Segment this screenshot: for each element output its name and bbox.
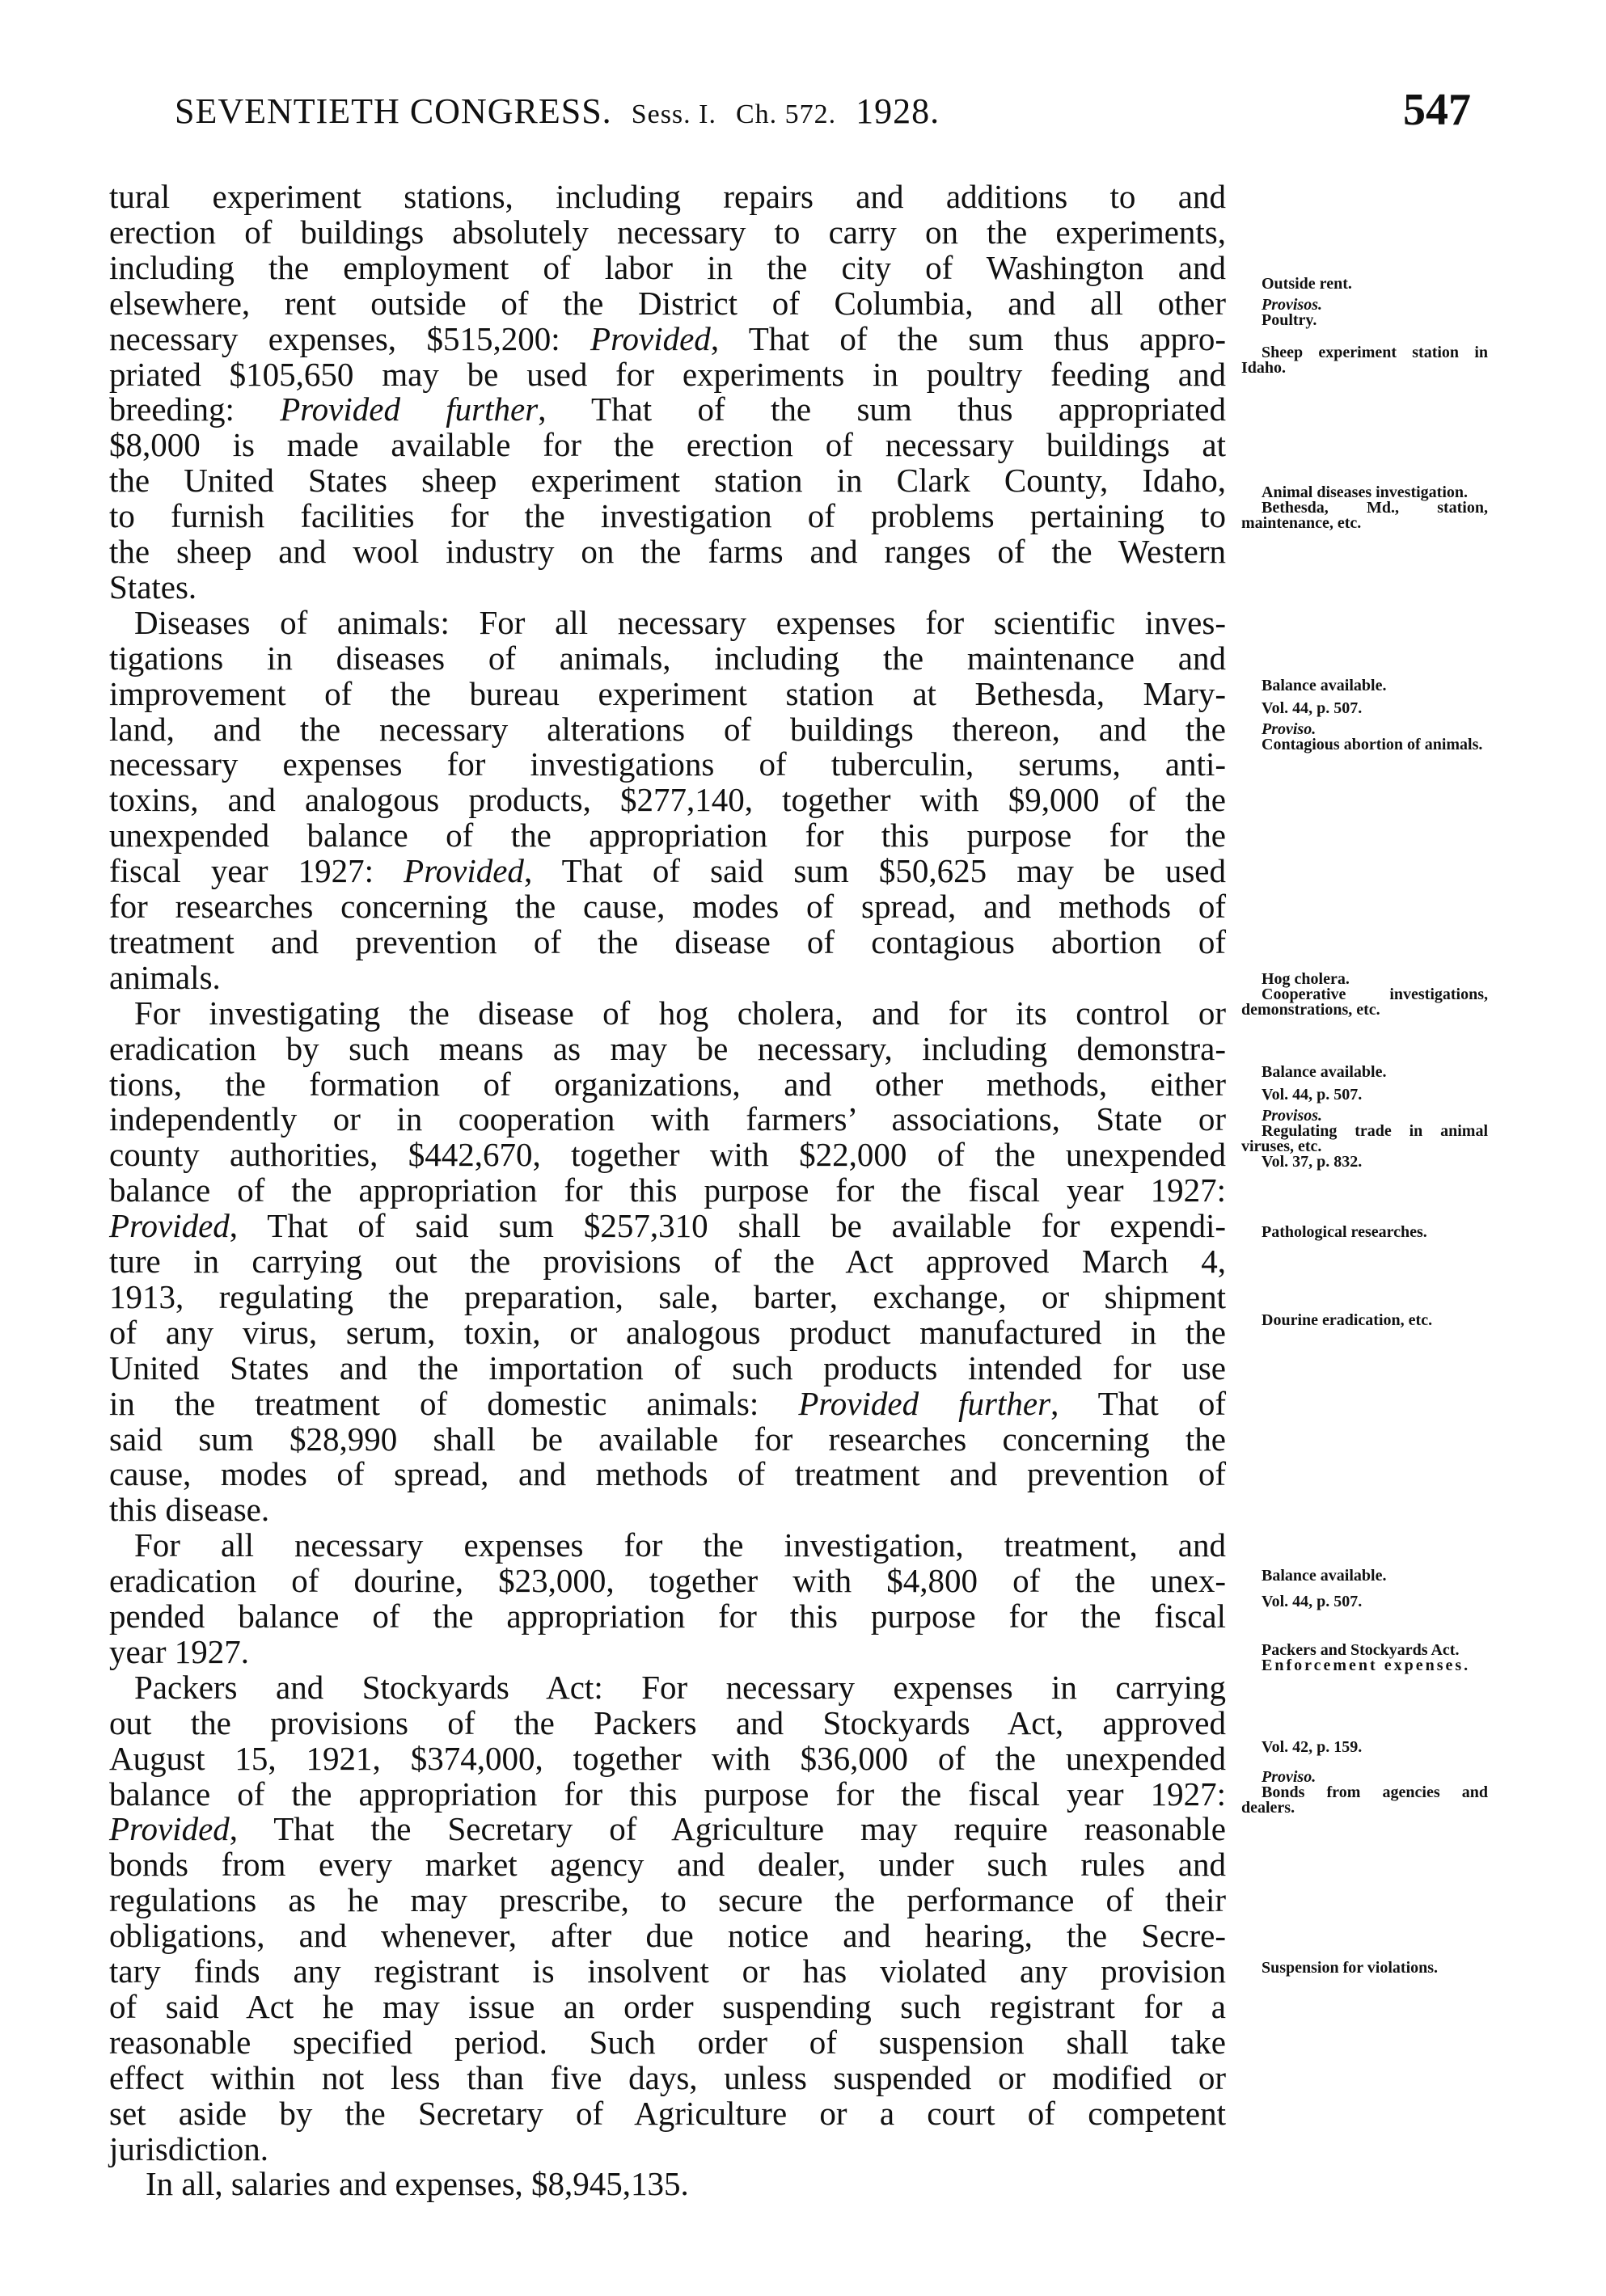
text-line [109,1173,1226,1208]
margin-note: Vol. 44, p. 507. [1262,1086,1363,1104]
text-segment: In all, salaries and expenses, $8,945,135. [146,2165,689,2203]
text-segment: breeding: [109,390,281,428]
text-segment: effect within not less than five days, unless suspended or modified or [109,2058,1226,2096]
text-segment: , That the Secretary of Agriculture may require reasonable [229,1810,1226,1848]
text-line [109,2058,1226,2096]
margin-note: Suspension for violations. [1262,1959,1439,1977]
text-line [134,996,1226,1031]
text-segment: toxins, and analogous products, $277,140, together with $9,000 of the [109,781,1226,819]
margin-note-group [1241,722,1488,753]
italic-text: Provided further [280,390,539,428]
margin-note-group [1241,345,1488,376]
text-segment: the sheep and wool industry on the farms and ranges of the Western [109,533,1226,570]
text-segment: Diseases of animals: For all necessary expenses for scientific inves- [134,603,1226,641]
margin-note: Balance available. [1262,1567,1387,1585]
margin-note: Dourine eradication, etc. [1262,1311,1433,1329]
text-segment: jurisdiction. [109,2129,269,2167]
text-line [109,1209,1226,1243]
italic-text: Provided [590,319,711,357]
text-line [109,1564,1226,1598]
margin-note-group [1241,972,1488,1018]
text-segment: 1913, regulating the preparation, sale, barter, exchange, or shipment [109,1277,1226,1315]
text-line [109,1632,1226,1670]
text-line [109,319,1226,357]
text-line [109,534,1226,569]
text-line [109,357,1226,392]
margin-note-group [1241,678,1488,694]
text-line [109,889,1226,924]
text-segment: year 1927. [109,1632,250,1670]
text-segment: United States and the importation of such products intended for use [109,1348,1226,1386]
margin-note: Vol. 37, p. 832. [1262,1153,1363,1171]
margin-note: Balance available. [1262,677,1387,694]
total-line [146,2167,689,2201]
margin-note-italic: Proviso. [1262,1768,1316,1786]
text-line [109,1315,1226,1350]
text-segment: of said Act he may issue an order suspending such registrant for a [109,1987,1226,2025]
header-congress: SEVENTIETH CONGRESS. [175,91,612,131]
text-segment: elsewhere, rent outside of the District of Columbia, and all other [109,284,1226,322]
text-line [109,1918,1226,1953]
text-line [134,1528,1226,1563]
header-session: Sess. I. [631,99,716,129]
text-segment: cause, modes of spread, and methods of treatment and prevention of [109,1455,1226,1493]
margin-note: Regulating trade in animal viruses, etc. [1241,1122,1488,1155]
text-line [109,179,1226,214]
margin-note: Contagious abortion of animals. [1262,736,1483,753]
margin-note: Animal diseases investigation. [1262,483,1469,501]
text-segment: animals. [109,958,221,996]
text-segment: , That of [1050,1384,1227,1422]
margin-note-group [1241,276,1488,292]
text-line [109,960,1226,995]
text-segment: improvement of the bureau experiment station at Bethesda, Mary- [109,674,1226,712]
text-segment: , That of said sum $50,625 may be used [523,852,1226,890]
text-segment: reasonable specified period. Such order of suspension shall take [109,2023,1226,2061]
italic-text: Provided further [798,1384,1051,1422]
text-segment: , That of the sum thus appro- [710,319,1226,357]
margin-note-group [1241,1740,1488,1755]
text-line [109,1422,1226,1457]
margin-note-group [1241,1770,1488,1816]
text-line [109,1067,1226,1102]
text-line [109,1883,1226,1918]
text-line [109,1457,1226,1492]
text-segment: said sum $28,990 shall be available for researches concerning the [109,1420,1226,1458]
margin-note: Vol. 44, p. 507. [1262,699,1363,717]
text-segment: pended balance of the appropriation for this purpose for the fiscal [109,1597,1226,1635]
text-segment: balance of the appropriation for this purpose for the fiscal year 1927: [109,1775,1226,1813]
text-line [134,1670,1226,1705]
header-year: 1928. [856,91,940,131]
text-segment: land, and the necessary alterations of buildings thereon, and the [109,710,1226,748]
text-segment: to furnish facilities for the investigation of problems pertaining to [109,497,1226,535]
margin-note-group [1241,1643,1488,1673]
text-segment: in the treatment of domestic animals: [109,1384,799,1422]
text-line [109,818,1226,853]
margin-note: Enforcement expenses. [1262,1657,1471,1674]
text-line [109,463,1226,498]
margin-note: Vol. 44, p. 507. [1262,1593,1363,1610]
text-segment: For all necessary expenses for the investigation, treatment, and [134,1526,1226,1564]
text-line [109,1954,1226,1989]
text-segment: eradication of dourine, $23,000, together with $4,800 of the unex- [109,1562,1226,1600]
text-line [109,1386,1226,1421]
text-line [109,1244,1226,1279]
margin-note-italic: Provisos. [1262,1107,1322,1125]
page-number: 547 [1403,85,1471,135]
text-segment: necessary expenses for investigations of tuberculin, serums, anti- [109,745,1226,783]
text-line [109,747,1226,782]
text-segment: balance of the appropriation for this purpose for the fiscal year 1927: [109,1171,1226,1209]
text-segment: August 15, 1921, $374,000, together with $36,000 of the unexpended [109,1739,1226,1777]
text-line [109,1847,1226,1882]
text-segment: independently or in cooperation with farmers’ associations, State or [109,1100,1226,1138]
text-line [109,1348,1226,1386]
margin-note-group [1241,1225,1488,1240]
text-line [109,428,1226,462]
margin-note-italic: Proviso. [1262,720,1316,738]
text-line [109,2025,1226,2060]
text-line [109,1029,1226,1067]
header-chapter: Ch. 572. [735,99,837,129]
text-line [109,499,1226,534]
italic-text: Provided [404,852,524,890]
margin-note: Bonds from agencies and dealers. [1241,1783,1488,1817]
italic-text: Provided [109,1810,230,1848]
running-header [175,91,940,132]
margin-note-group [1241,1108,1488,1170]
text-line [109,570,1226,605]
margin-note-group [1241,1594,1488,1610]
margin-note: Sheep experiment station in Idaho. [1241,344,1488,377]
text-segment: necessary expenses, $515,200: [109,319,591,357]
text-segment: tural experiment stations, including repairs and additions to and [109,178,1226,215]
text-line [109,1812,1226,1847]
text-line [109,674,1226,712]
text-segment: tigations in diseases of animals, including the maintenance and [109,639,1226,677]
margin-note: Balance available. [1262,1063,1387,1081]
margin-note-group [1241,1313,1488,1328]
text-segment: for researches concerning the cause, modes of spread, and methods of [109,888,1226,925]
text-segment: of any virus, serum, toxin, or analogous product manufactured in the [109,1313,1226,1351]
margin-note: Pathological researches. [1262,1223,1427,1241]
text-segment: , That of the sum thus appropriated [538,390,1226,428]
text-line [109,1137,1226,1172]
text-segment: Packers and Stockyards Act: For necessary expenses in carrying [134,1668,1226,1706]
margin-note-group [1241,298,1488,328]
text-segment: ture in carrying out the provisions of the Act approved March 4, [109,1243,1226,1280]
text-segment: treatment and prevention of the disease of contagious abortion of [109,922,1226,960]
text-line [109,1987,1226,2025]
text-segment: erection of buildings absolutely necessary to carry on the experiments, [109,213,1226,251]
text-segment: including the employment of labor in the city of Washington and [109,248,1226,286]
text-segment: this disease. [109,1491,270,1529]
text-segment: $8,000 is made available for the erection of necessary buildings at [109,426,1226,464]
margin-note: Bethesda, Md., station, maintenance, etc. [1241,499,1488,532]
text-line [109,1703,1226,1741]
text-line [109,1102,1226,1137]
text-segment: out the provisions of the Packers and Stockyards Act, approved [109,1703,1226,1741]
text-line [134,603,1226,641]
text-line [109,286,1226,321]
text-line [109,1492,1226,1527]
margin-note-group [1241,1065,1488,1080]
text-segment: tions, the formation of organizations, and other methods, either [109,1065,1226,1103]
text-segment: regulations as he may prescribe, to secure the performance of their [109,1881,1226,1919]
text-segment: obligations, and whenever, after due notice and hearing, the Secre- [109,1917,1226,1955]
margin-note: Poultry. [1262,311,1317,329]
text-line [109,2129,1226,2167]
text-segment: For investigating the disease of hog cholera, and for its control or [134,994,1226,1032]
text-line [109,2096,1226,2131]
text-segment: set aside by the Secretary of Agriculture or a court of competent [109,2094,1226,2132]
text-segment: , That of said sum $257,310 shall be available for expendi- [229,1207,1226,1245]
text-line [109,1277,1226,1315]
italic-text: Provided [109,1207,230,1245]
text-line [109,248,1226,286]
margin-note-group [1241,1960,1488,1976]
margin-note: Hog cholera. [1262,970,1350,988]
text-line [109,1599,1226,1634]
text-line [109,641,1226,676]
text-segment: priated $105,650 may be used for experiments in poultry feeding and [109,355,1226,393]
text-segment: the United States sheep experiment station in Clark County, Idaho, [109,462,1226,500]
margin-note: Packers and Stockyards Act. [1262,1641,1460,1659]
text-line [109,783,1226,817]
text-line [109,922,1226,960]
text-segment: unexpended balance of the appropriation for this purpose for the [109,817,1226,855]
text-segment: bonds from every market agency and dealer, under such rules and [109,1846,1226,1884]
text-segment: fiscal year 1927: [109,852,404,890]
text-segment: county authorities, $442,670, together with $22,000 of the unexpended [109,1136,1226,1174]
text-segment: tary finds any registrant is insolvent or has violated any provision [109,1952,1226,1990]
text-line [109,1777,1226,1812]
margin-note: Outside rent. [1262,275,1352,293]
text-line [109,712,1226,747]
text-line [109,1741,1226,1776]
margin-note-italic: Provisos. [1262,296,1322,314]
margin-note-group [1241,701,1488,716]
text-segment: eradication by such means as may be necessary, including demonstra- [109,1029,1226,1067]
text-segment: States. [109,568,197,606]
text-line [109,854,1226,888]
margin-note: Vol. 42, p. 159. [1262,1738,1363,1756]
margin-note: Cooperative investigations, demonstrations, etc. [1241,986,1488,1019]
text-line [109,392,1226,427]
margin-note-group [1241,1087,1488,1103]
margin-note-group [1241,485,1488,531]
text-line [109,215,1226,250]
margin-note-group [1241,1568,1488,1584]
